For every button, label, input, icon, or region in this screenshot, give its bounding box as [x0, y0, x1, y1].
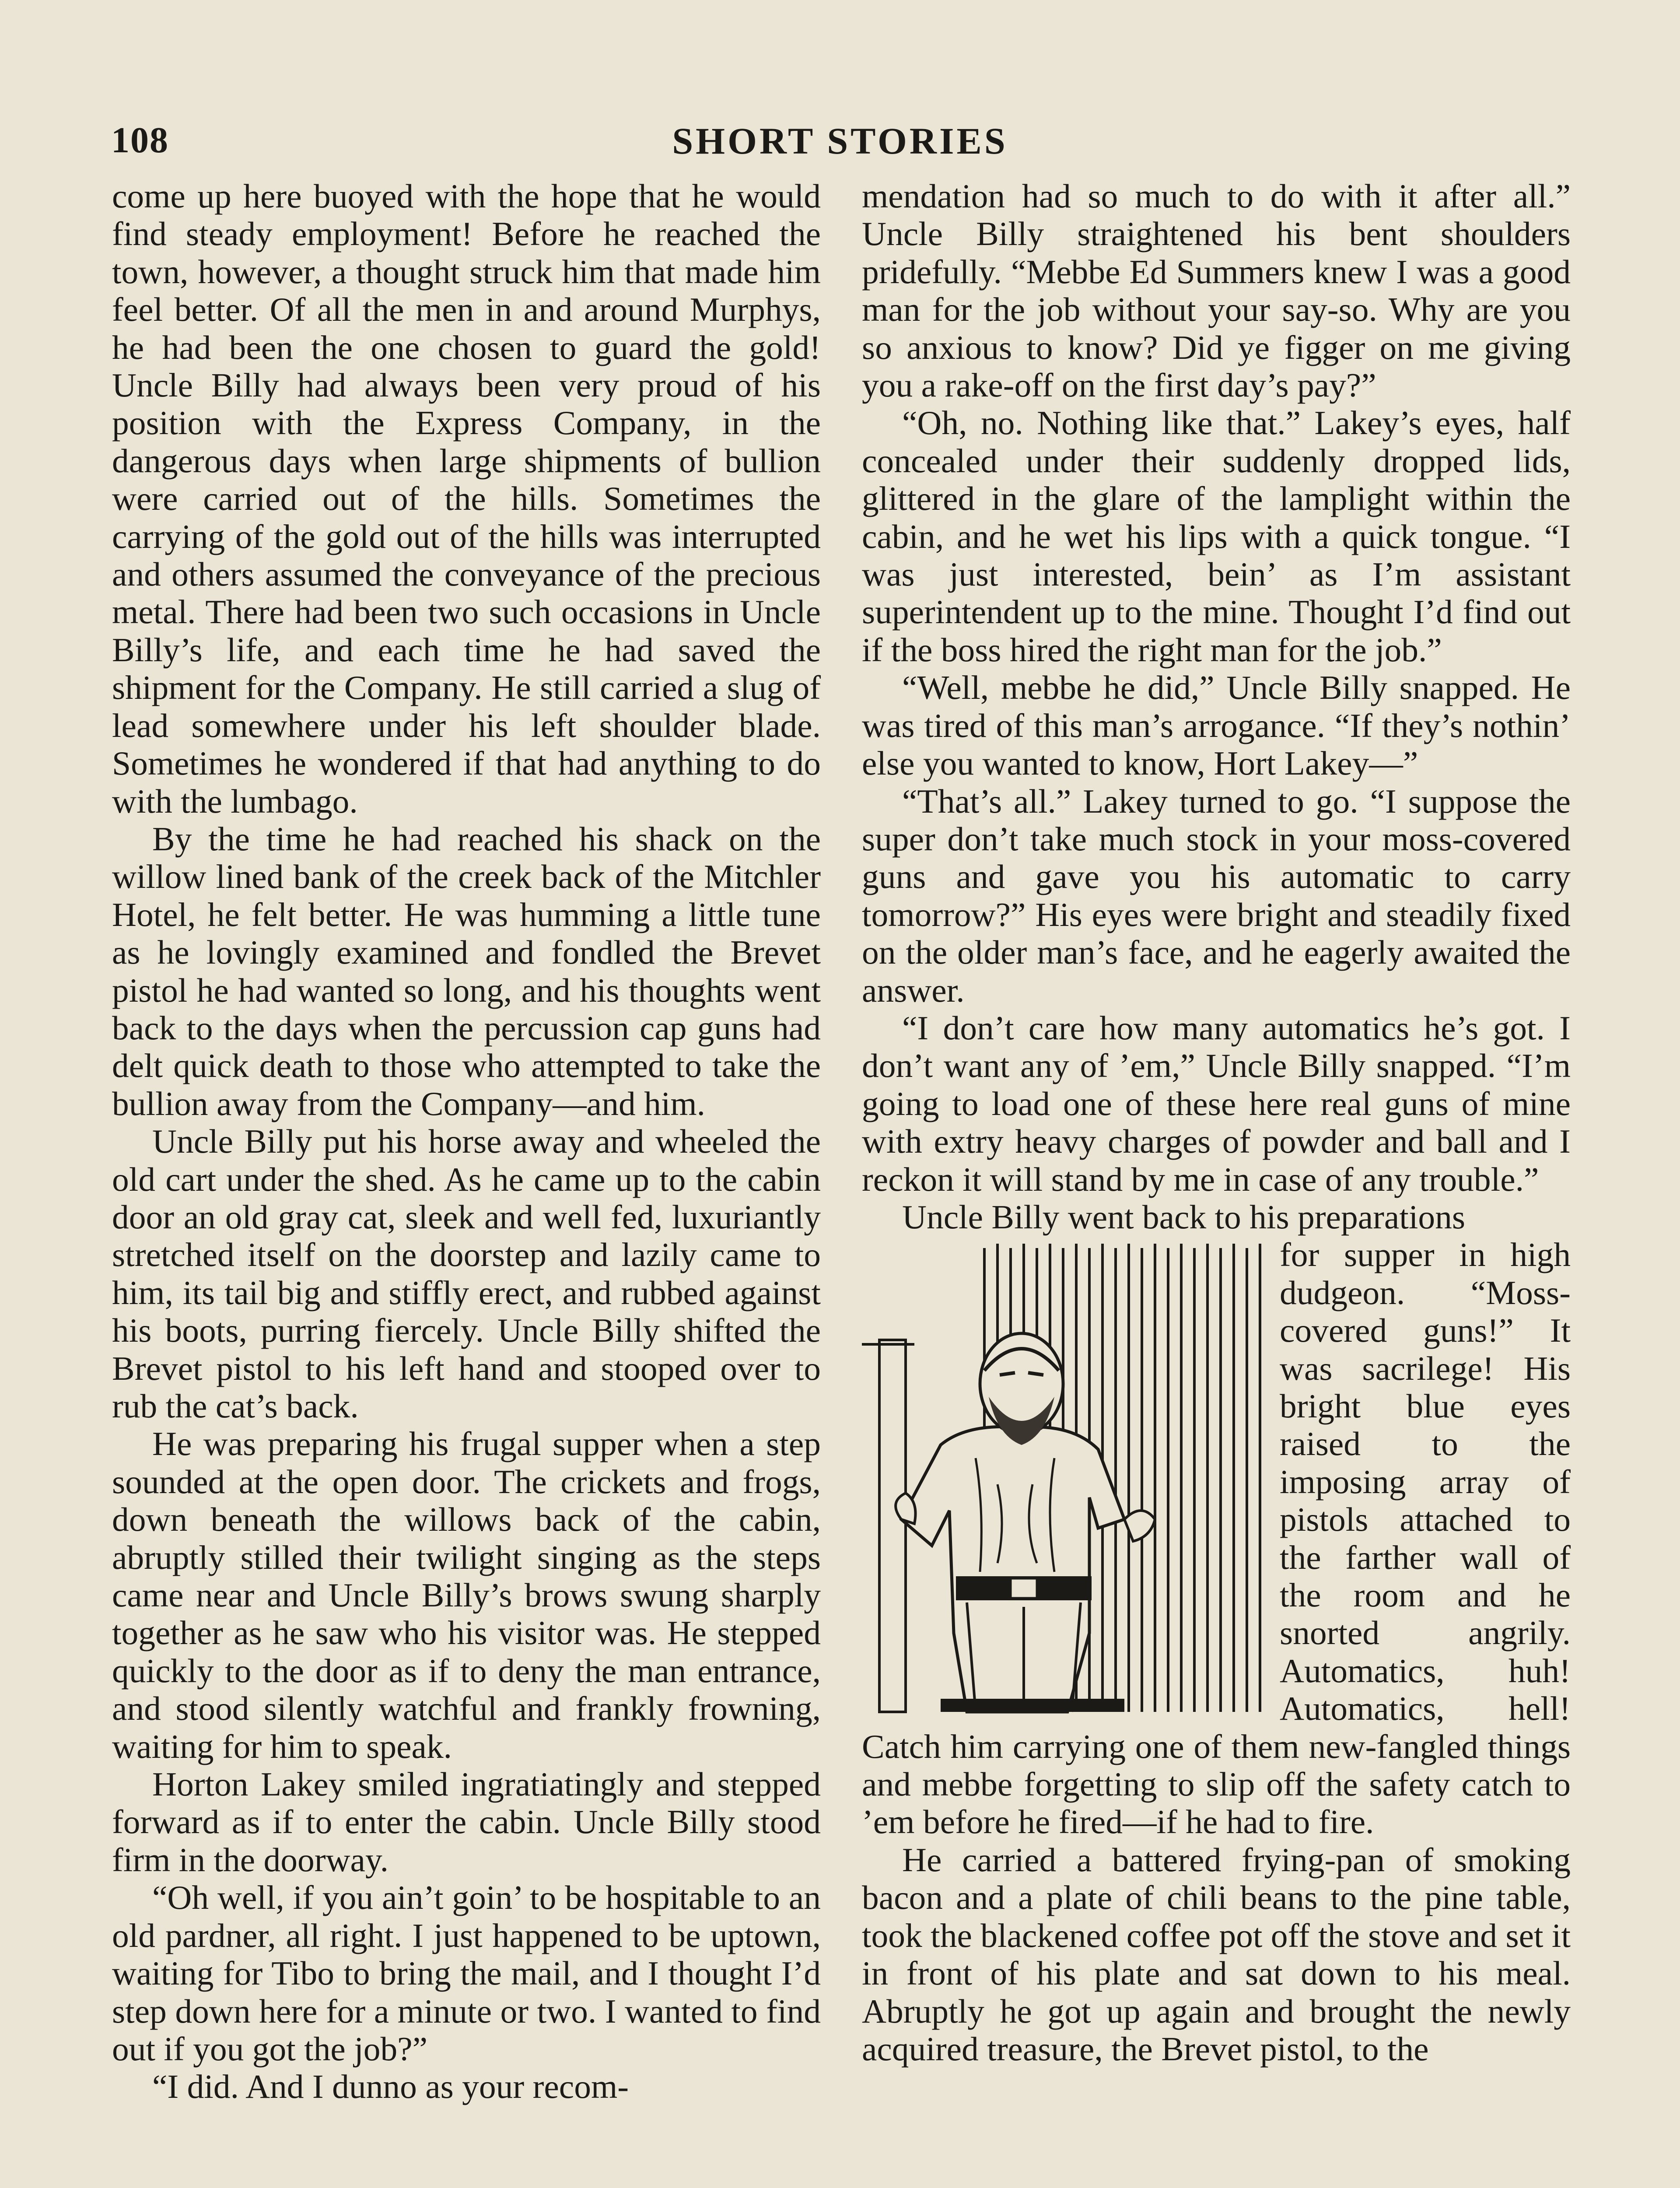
right-column	[862, 177, 1571, 2068]
illustration-old-man-in-doorway	[853, 1239, 1267, 1716]
paragraph: Uncle Billy put his horse away and wheeled the old cart under the shed. As he came up to the cabin door an old gray cat, sleek and well fed, luxuriantly stretched itself on the doorstep and lazily came to him, its tail big and stiffly erect, and rubbed against his boots, purring fiercely. Uncle Billy shifted the Brevet pistol to his left hand and stooped over to rub the cat’s back.	[112, 1122, 821, 1425]
paragraph: Uncle Billy went back to his preparations	[902, 1198, 1466, 1236]
paragraph: He carried a battered frying-pan of smoking bacon and a plate of chili beans to the pine table, took the blackened coffee pot off the stove and set it in front of his plate and sat down to his meal. Abruptly he got up again and brought the newly acquired treasure, the Brevet pistol, to the	[862, 1841, 1571, 2068]
page-number: 108	[111, 120, 169, 161]
paragraph: Horton Lakey smiled ingratiatingly and stepped forward as if to enter the cabin. Uncle Billy stood firm in the doorway.	[112, 1765, 821, 1879]
paragraph: “I did. And I dunno as your recom-	[152, 2068, 629, 2106]
running-head: SHORT STORIES	[672, 120, 1008, 162]
paragraph: come up here buoyed with the hope that he would find steady employment! Before he reached the town, however, a thought struck him that made him feel better. Of all the men in and around Murphys, he had been the one chosen to guard the gold! Uncle Billy had always been very proud of his position with the Express Company, in the dangerous days when large shipments of bullion were carried out of the hills. Sometimes the carrying of the gold out of the hills was interrupted and others assumed the conveyance of the precious metal. There had been two such occasions in Uncle Billy’s life, and each time he had saved the shipment for the Company. He still carried a slug of lead somewhere under his left shoulder blade. Sometimes he wondered if that had anything to do with the lumbago.	[112, 177, 821, 820]
paragraph-wrapping-illustration: for supper in high dudgeon. “Moss-covered guns!” It was sacrilege! His bright blue eyes raised to the imposing array of pistols attached to the farther wall of the room and he snorted angrily. Automatics, huh! Automatics, hell! Catch him carrying one of them new-fangled things and mebbe forgetting to slip off the safety catch to ’em before he fired—if he had to fire.	[862, 1236, 1571, 1841]
paragraph: “I don’t care how many automatics he’s got. I don’t want any of ’em,” Uncle Billy snapped. “I’m going to load one of these here real guns of mine with extry heavy charges of powder and ball and I reckon it will stand by me in case of any trouble.”	[862, 1009, 1571, 1198]
paragraph: He was preparing his frugal supper when a step sounded at the open door. The crickets and frogs, down beneath the willows back of the cabin, abruptly stilled their twilight singing as the steps came near and Uncle Billy’s brows swung sharply together as he saw who his visitor was. He stepped quickly to the door as if to deny the man entrance, and stood silently watchful and frankly frowning, waiting for him to speak.	[112, 1425, 821, 1765]
paragraph: “Well, mebbe he did,” Uncle Billy snapped. He was tired of this man’s arrogance. “If they’s nothin’ else you wanted to know, Hort Lakey—”	[862, 669, 1571, 782]
paragraph: mendation had so much to do with it after all.” Uncle Billy straightened his bent shoulders pridefully. “Mebbe Ed Summers knew I was a good man for the job without your say-so. Why are you so anxious to know? Did ye figger on me giving you a rake-off on the first day’s pay?”	[862, 177, 1571, 404]
old-man-drawing	[853, 1239, 1267, 1716]
paragraph: “Oh well, if you ain’t goin’ to be hospitable to an old pardner, all right. I just happened to be uptown, waiting for Tibo to bring the mail, and I thought I’d step down here for a minute or two. I wanted to find out if you got the job?”	[112, 1879, 821, 2068]
paragraph: By the time he had reached his shack on the willow lined bank of the creek back of the Mitchler Hotel, he felt better. He was humming a little tune as he lovingly examined and fondled the Brevet pistol he had wanted so long, and his thoughts went back to the days when the percussion cap guns had delt quick death to those who attempted to take the bullion away from the Company—and him.	[112, 820, 821, 1122]
left-column	[112, 177, 821, 2106]
paragraph: “Oh, no. Nothing like that.” Lakey’s eyes, half concealed under their suddenly dropped lids, glittered in the glare of the lamplight within the cabin, and he wet his lips with a quick tongue. “I was just interested, bein’ as I’m assistant superintendent up to the mine. Thought I’d find out if the boss hired the right man for the job.”	[862, 404, 1571, 669]
paragraph: “That’s all.” Lakey turned to go. “I suppose the super don’t take much stock in your moss-covered guns and gave you his automatic to carry tomorrow?” His eyes were bright and steadily fixed on the older man’s face, and he eagerly awaited the answer.	[862, 782, 1571, 1009]
